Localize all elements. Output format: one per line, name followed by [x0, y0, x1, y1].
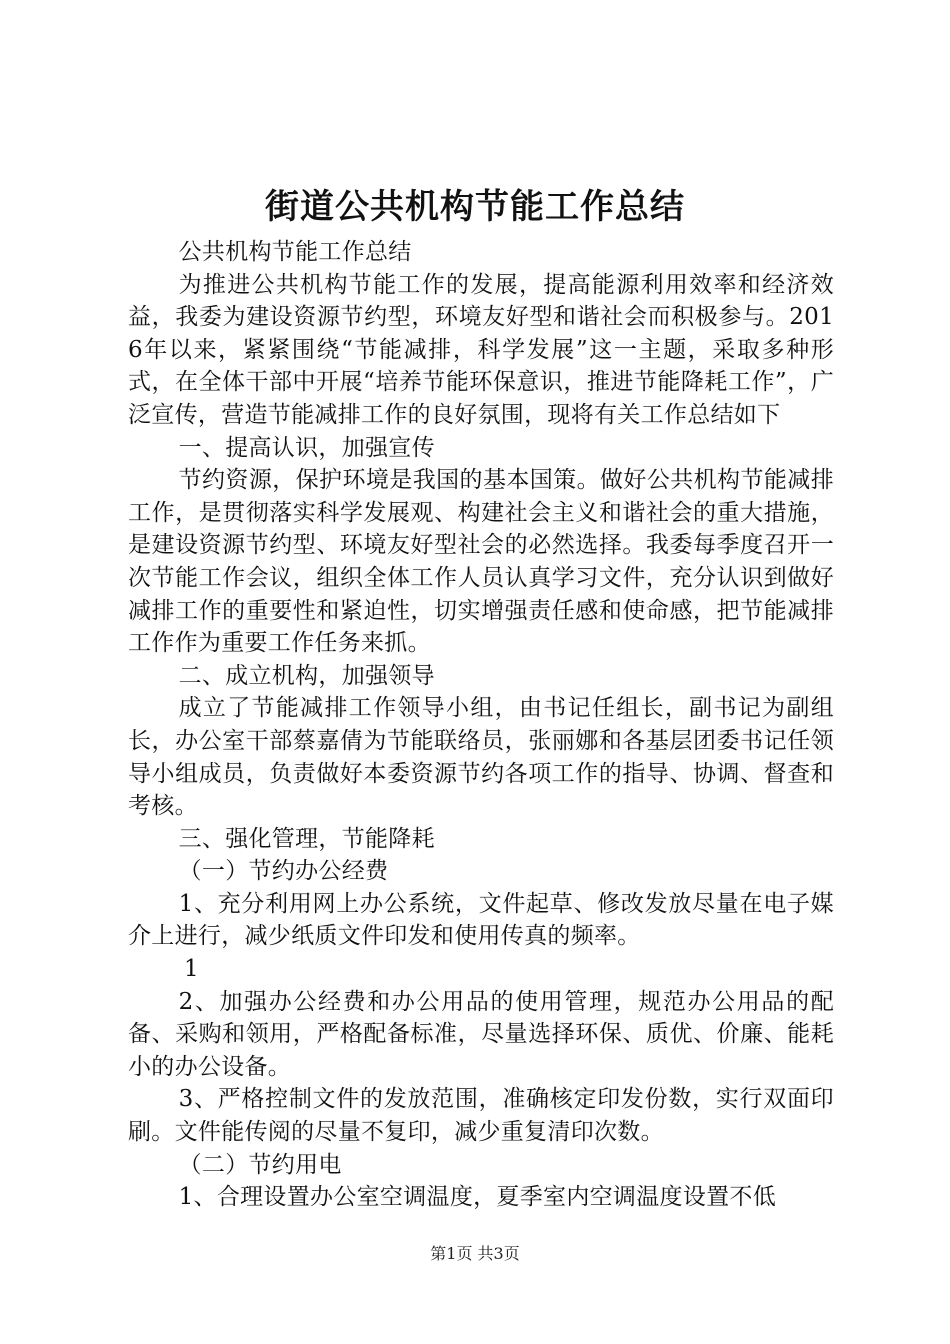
section-heading-2: 二、成立机构，加强领导	[178, 662, 435, 689]
section-heading-3: 三、强化管理，节能降耗	[178, 825, 435, 852]
document-title: 街道公共机构节能工作总结	[265, 187, 685, 227]
list-item-4: 1、合理设置办公室空调温度，夏季室内空调温度设置不低	[178, 1184, 777, 1211]
document-body	[128, 236, 834, 1214]
subsection-heading-2: （二）节约用电	[178, 1151, 342, 1178]
subsection-heading-1: （一）节约办公经费	[178, 858, 389, 885]
list-item-2: 2、加强办公经费和办公用品的使用管理，规范办公用品的配备、采购和领用，严格配备标准，尽量选择环保、质优、价廉、能耗小的办公设备。	[128, 988, 834, 1080]
section-1-paragraph: 节约资源，保护环境是我国的基本国策。做好公共机构节能减排工作，是贯彻落实科学发展观、构建社会主义和谐社会的重大措施，是建设资源节约型、环境友好型社会的必然选择。我委每季度召开一次节能工作会议，组织全体工作人员认真学习文件，充分认识到做好减排工作的重要性和紧迫性，切实增强责任感和使命感，把节能减排工作作为重要工作任务来抓。	[128, 467, 834, 657]
section-2-paragraph: 成立了节能减排工作领导小组，由书记任组长，副书记为副组长，办公室干部蔡嘉倩为节能联络员，张丽娜和各基层团委书记任领导小组成员，负责做好本委资源节约各项工作的指导、协调、督查和考核。	[128, 695, 834, 820]
list-item-3: 3、严格控制文件的发放范围，准确核定印发份数，实行双面印刷。文件能传阅的尽量不复印，减少重复清印次数。	[128, 1086, 834, 1146]
section-heading-1: 一、提高认识，加强宣传	[178, 434, 435, 461]
list-item-1: 1、充分利用网上办公系统，文件起草、修改发放尽量在电子媒介上进行，减少纸质文件印发和使用传真的频率。	[128, 890, 834, 950]
page-footer: 第1页 共3页	[430, 1244, 520, 1263]
subtitle-paragraph: 公共机构节能工作总结	[178, 239, 412, 265]
intro-paragraph: 为推进公共机构节能工作的发展，提高能源利用效率和经济效益，我委为建设资源节约型，环境友好型和谐社会而积极参与。2016年以来，紧紧围绕“节能减排，科学发展”这一主题，采取多种形式，在全体干部中开展“培养节能环保意识，推进节能降耗工作”，广泛宣传，营造节能减排工作的良好氛围，现将有关工作总结如下	[128, 271, 834, 428]
page-number-inline: 1	[184, 956, 199, 983]
